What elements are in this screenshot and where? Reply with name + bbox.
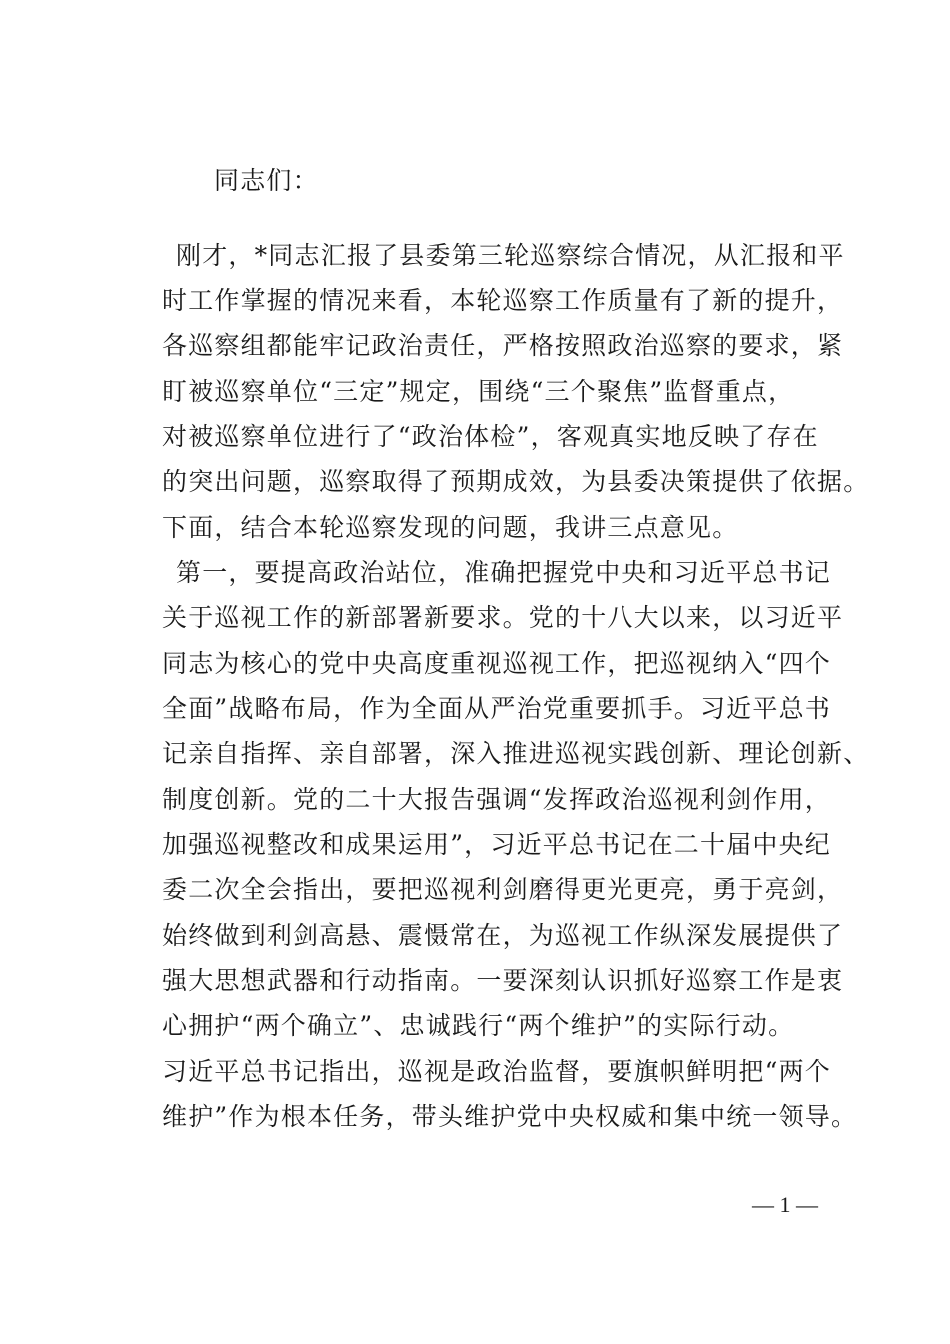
- text-line: 的突出问题，巡察取得了预期成效，为县委决策提供了依据。: [162, 467, 870, 496]
- text-line: 第一，要提高政治站位，准确把握党中央和习近平总书记: [176, 558, 832, 587]
- text-line: 下面，结合本轮巡察发现的问题，我讲三点意见。: [162, 513, 739, 542]
- text-line: 记亲自指挥、亲自部署，深入推进巡视实践创新、理论创新、: [162, 739, 870, 768]
- text-line: 对被巡察单位进行了“政治体检”，客观真实地反映了存在: [162, 422, 819, 451]
- text-line: 强大思想武器和行动指南。一要深刻认识抓好巡察工作是衷: [162, 966, 844, 995]
- text-line: 同志为核心的党中央高度重视巡视工作，把巡视纳入“四个: [162, 649, 831, 678]
- text-line: 关于巡视工作的新部署新要求。党的十八大以来，以习近平: [162, 603, 844, 632]
- text-line: 全面”战略布局，作为全面从严治党重要抓手。习近平总书: [162, 694, 831, 723]
- text-line: 各巡察组都能牢记政治责任，严格按照政治巡察的要求，紧: [162, 331, 844, 360]
- text-line: 刚才，*同志汇报了县委第三轮巡察综合情况，从汇报和平: [176, 241, 845, 270]
- text-line: 时工作掌握的情况来看，本轮巡察工作质量有了新的提升，: [162, 286, 844, 315]
- text-line: 维护”作为根本任务，带头维护党中央权威和集中统一领导。: [162, 1102, 858, 1131]
- page-number: — 1 —: [752, 1192, 818, 1217]
- text-line: 加强巡视整改和成果运用”，习近平总书记在二十届中央纪: [162, 830, 831, 859]
- text-line: 盯被巡察单位“三定”规定，围绕“三个聚焦”监督重点，: [162, 377, 795, 406]
- text-line: 委二次全会指出，要把巡视利剑磨得更光更亮，勇于亮剑，: [162, 875, 844, 904]
- text-line: 始终做到利剑高悬、震慑常在，为巡视工作纵深发展提供了: [162, 921, 844, 950]
- text-line: 心拥护“两个确立”、忠诚践行“两个维护”的实际行动。: [162, 1011, 795, 1040]
- text-line: 制度创新。党的二十大报告强调“发挥政治巡视利剑作用，: [162, 785, 831, 814]
- salutation: 同志们：: [214, 166, 319, 195]
- text-line: 习近平总书记指出，巡视是政治监督，要旗帜鲜明把“两个: [162, 1057, 831, 1086]
